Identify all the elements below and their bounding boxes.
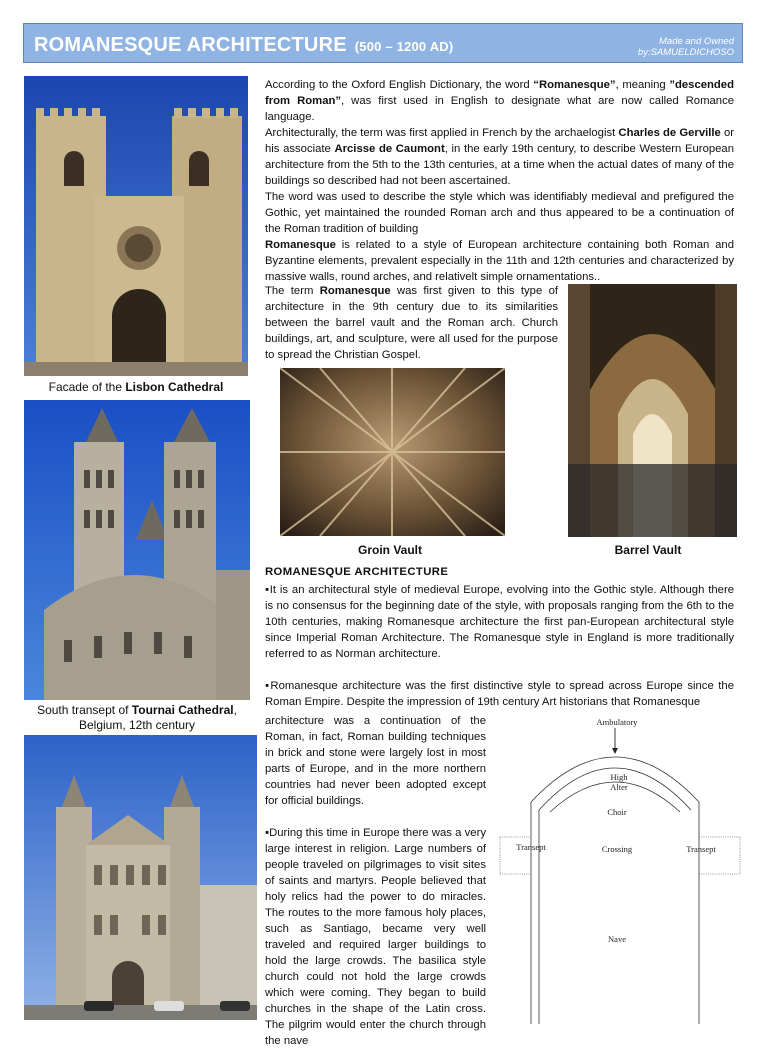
intro-paragraph-4: Romanesque is related to a style of European architecture containing both Roman and Byzantine elements, prevalent especially in the 11th and 12th centuries and characterized by massive walls, round arches, and relativelt simple ornamentations.. <box>265 239 734 283</box>
label-ambulatory: Ambulatory <box>596 717 638 727</box>
groin-vault-caption: Groin Vault <box>357 543 422 557</box>
label-high-altar-1: High <box>610 772 628 782</box>
intro-paragraph-2: Architecturally, the term was first applied in French by the archaelogist Charles de Gerville or his associate Arcisse de Caumont, in the early 19th century, to describe Western European architecture from the 5th to the 13th centuries, at a time when the actual dates of many of the buildings so described had not been ascertained. <box>265 127 734 187</box>
lisbon-cathedral-photo <box>24 76 248 376</box>
barrel-vault-photo <box>568 284 737 537</box>
author-credit: Made and Owned by:SAMUELDICHOSO <box>637 36 734 58</box>
tournai-cathedral-photo <box>24 400 250 700</box>
section-paragraph-2: ▪Romanesque architecture was the first distinctive style to spread across Europe since the Roman Empire. Despite the impression of 19th century Art historians that Romanesque <box>265 680 734 708</box>
label-high-altar-2: Alter <box>610 782 628 792</box>
cathedral-facade-photo <box>24 735 257 1020</box>
groin-vault-photo <box>280 368 505 536</box>
barrel-vault-caption: Barrel Vault <box>614 543 682 557</box>
latin-cross-plan-diagram <box>495 712 745 1024</box>
intro-paragraph-1: According to the Oxford English Dictionary, the word “Romanesque”, meaning ”descended from Roman”, was first used in English to designate what are now called Romance language. <box>265 79 734 123</box>
label-nave: Nave <box>608 934 626 944</box>
intro-paragraph-3: The word was used to describe the style which was identifiably medieval and prefigured the Gothic, yet maintained the rounded Roman arch and thus appeared to be a continuation of the Roman tradition of building <box>265 191 734 235</box>
section-paragraph-2-continued: architecture was a continuation of the Roman, in fact, Roman building techniques in brick and stone were largely lost in most parts of Europe, and in the more northern countries had never been adopted except for official buildings. <box>265 715 486 807</box>
label-crossing: Crossing <box>601 844 633 854</box>
page-header <box>23 23 743 63</box>
label-choir: Choir <box>607 807 627 817</box>
lisbon-caption: Facade of the Lisbon Cathedral <box>48 380 224 394</box>
term-paragraph: The term Romanesque was first given to this type of architecture in the 9th century due to its similarities between the barrel vault and the Roman arch. Church buildings, art, and sculpture, were all used for the purpose to spread the Christian Gospel. <box>265 285 558 361</box>
section-paragraph-3: ▪During this time in Europe there was a very large interest in religion. Large numbers of people traveled on pilgrimages to visit sites of saints and martyrs. People believed that holy relics had the power to do miracles. The routes to the more famous holy places, such as Santiago, became very well traveled and required larger buildings to hold the large crowds. The basilica style church could not hold the large crowds which were coming. They began to build churches in the shape of the Latin cross. The pilgrim would enter the church through the nave <box>265 827 486 1047</box>
section-heading: ROMANESQUE ARCHITECTURE <box>265 566 449 578</box>
tournai-caption: South transept of Tournai Cathedral, Belgium, 12th century <box>37 703 237 732</box>
label-transept-left: Transept <box>516 842 546 852</box>
date-range: (500 – 1200 AD) <box>354 39 454 54</box>
label-transept-right: Transept <box>686 844 716 854</box>
section-paragraph-1: ▪It is an architectural style of medieval Europe, evolving into the Gothic style. Although there is no consensus for the beginning date of the style, with proposals ranging from the 6th to the 10th centuries, making Romanesque architecture the first pan-European architectural style since Imperial Roman Architecture. The Romanesque style in England is more traditionally referred to as Norman architecture. <box>265 584 734 660</box>
page-title: ROMANESQUE ARCHITECTURE (500 – 1200 AD) <box>34 34 454 56</box>
intro-text <box>265 77 734 285</box>
